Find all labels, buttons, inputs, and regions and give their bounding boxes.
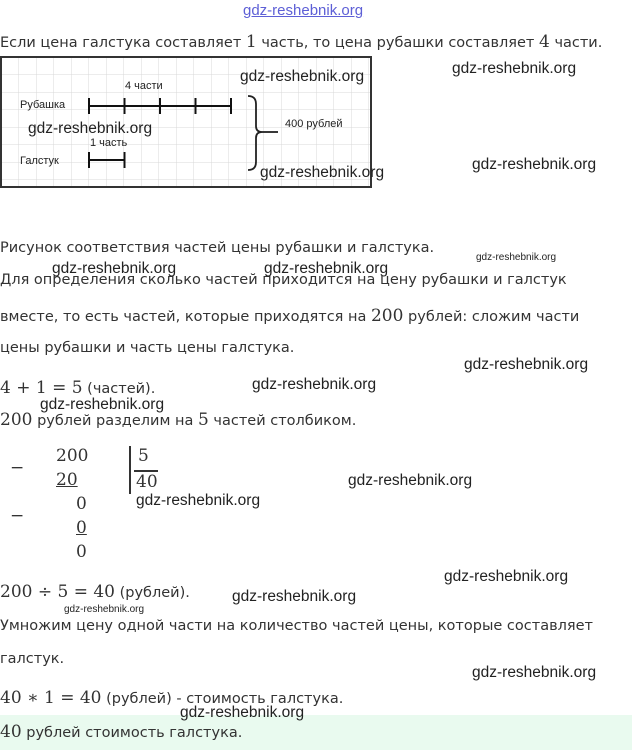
division-bar <box>129 446 131 494</box>
intro-num2: 4 <box>539 32 550 52</box>
watermark: gdz-reshebnik.org <box>464 356 589 373</box>
tie-label: Галстук <box>20 155 59 167</box>
watermark: gdz-reshebnik.org <box>472 664 597 681</box>
explanation-num: 200 <box>370 306 404 326</box>
multiply-unit: (рублей) - стоимость галстука. <box>106 691 344 707</box>
subtract-1: 20 <box>56 470 78 490</box>
minus-2: − <box>10 506 25 526</box>
watermark: gdz-reshebnik.org <box>252 376 377 393</box>
sum-unit: (частей). <box>87 381 156 397</box>
watermark-top-link[interactable]: gdz-reshebnik.org <box>243 2 364 19</box>
watermark: gdz-reshebnik.org <box>232 588 357 605</box>
watermark: gdz-reshebnik.org <box>52 260 177 277</box>
explanation-line-3: цены рубашки и часть цены галстука. <box>0 340 295 356</box>
watermark: gdz-reshebnik.org <box>180 704 305 721</box>
watermark: gdz-reshebnik.org <box>476 252 557 263</box>
division-result <box>0 582 190 602</box>
sum-step <box>0 378 155 398</box>
shirt-label: Рубашка <box>20 99 66 111</box>
watermark: gdz-reshebnik.org <box>348 472 473 489</box>
final-remainder: 0 <box>76 542 87 562</box>
total-label: 400 рублей <box>285 118 343 130</box>
watermark: gdz-reshebnik.org <box>28 120 153 137</box>
watermark: gdz-reshebnik.org <box>64 604 145 615</box>
intro-sentence <box>0 32 602 52</box>
intro-prefix: Если цена галстука составляет <box>0 35 242 51</box>
watermark: gdz-reshebnik.org <box>136 492 261 509</box>
watermark: gdz-reshebnik.org <box>240 68 365 85</box>
sum-equation: 4 + 1 = 5 <box>0 378 83 398</box>
watermark: gdz-reshebnik.org <box>40 396 165 413</box>
subtract-2: 0 <box>76 518 87 538</box>
explanation-line-1: Для определения сколько частей приходится на цену рубашки и галстук <box>0 272 567 288</box>
watermark: gdz-reshebnik.org <box>444 568 569 585</box>
multiply-line-1: Умножим цену одной части на количество частей цены, которые составляет <box>0 618 593 634</box>
intro-num1: 1 <box>245 32 257 52</box>
minus-1: − <box>10 458 25 478</box>
watermark: gdz-reshebnik.org <box>472 156 597 173</box>
division-equation: 200 ÷ 5 = 40 <box>0 582 115 602</box>
answer-text <box>0 722 242 742</box>
watermark: gdz-reshebnik.org <box>264 260 389 277</box>
division-unit: (рублей). <box>119 585 190 601</box>
quotient: 40 <box>136 472 158 492</box>
answer-label: рублей стоимость галстука. <box>26 725 243 741</box>
dividend: 200 <box>56 446 89 466</box>
multiply-equation: 40 ∗ 1 = 40 <box>0 688 102 708</box>
watermark: gdz-reshebnik.org <box>260 164 385 181</box>
diagram-caption: Рисунок соответствия частей цены рубашки и галстука. <box>0 240 435 256</box>
divide-intro: 200 рублей разделим на 5 частей столбиком. <box>0 410 357 430</box>
answer-num: 40 <box>0 722 22 742</box>
shirt-parts-label: 4 части <box>125 80 163 92</box>
tie-parts-label: 1 часть <box>90 137 128 149</box>
explanation-line-2: вместе, то есть частей, которые приходятся на 200 рублей: сложим части <box>0 306 580 326</box>
multiply-line-2: галстук. <box>0 651 65 667</box>
remainder-1: 0 <box>76 494 87 514</box>
watermark: gdz-reshebnik.org <box>452 60 577 77</box>
intro-suffix: части. <box>554 35 603 51</box>
divisor: 5 <box>138 446 149 466</box>
intro-middle: часть, то цена рубашки составляет <box>261 35 535 51</box>
